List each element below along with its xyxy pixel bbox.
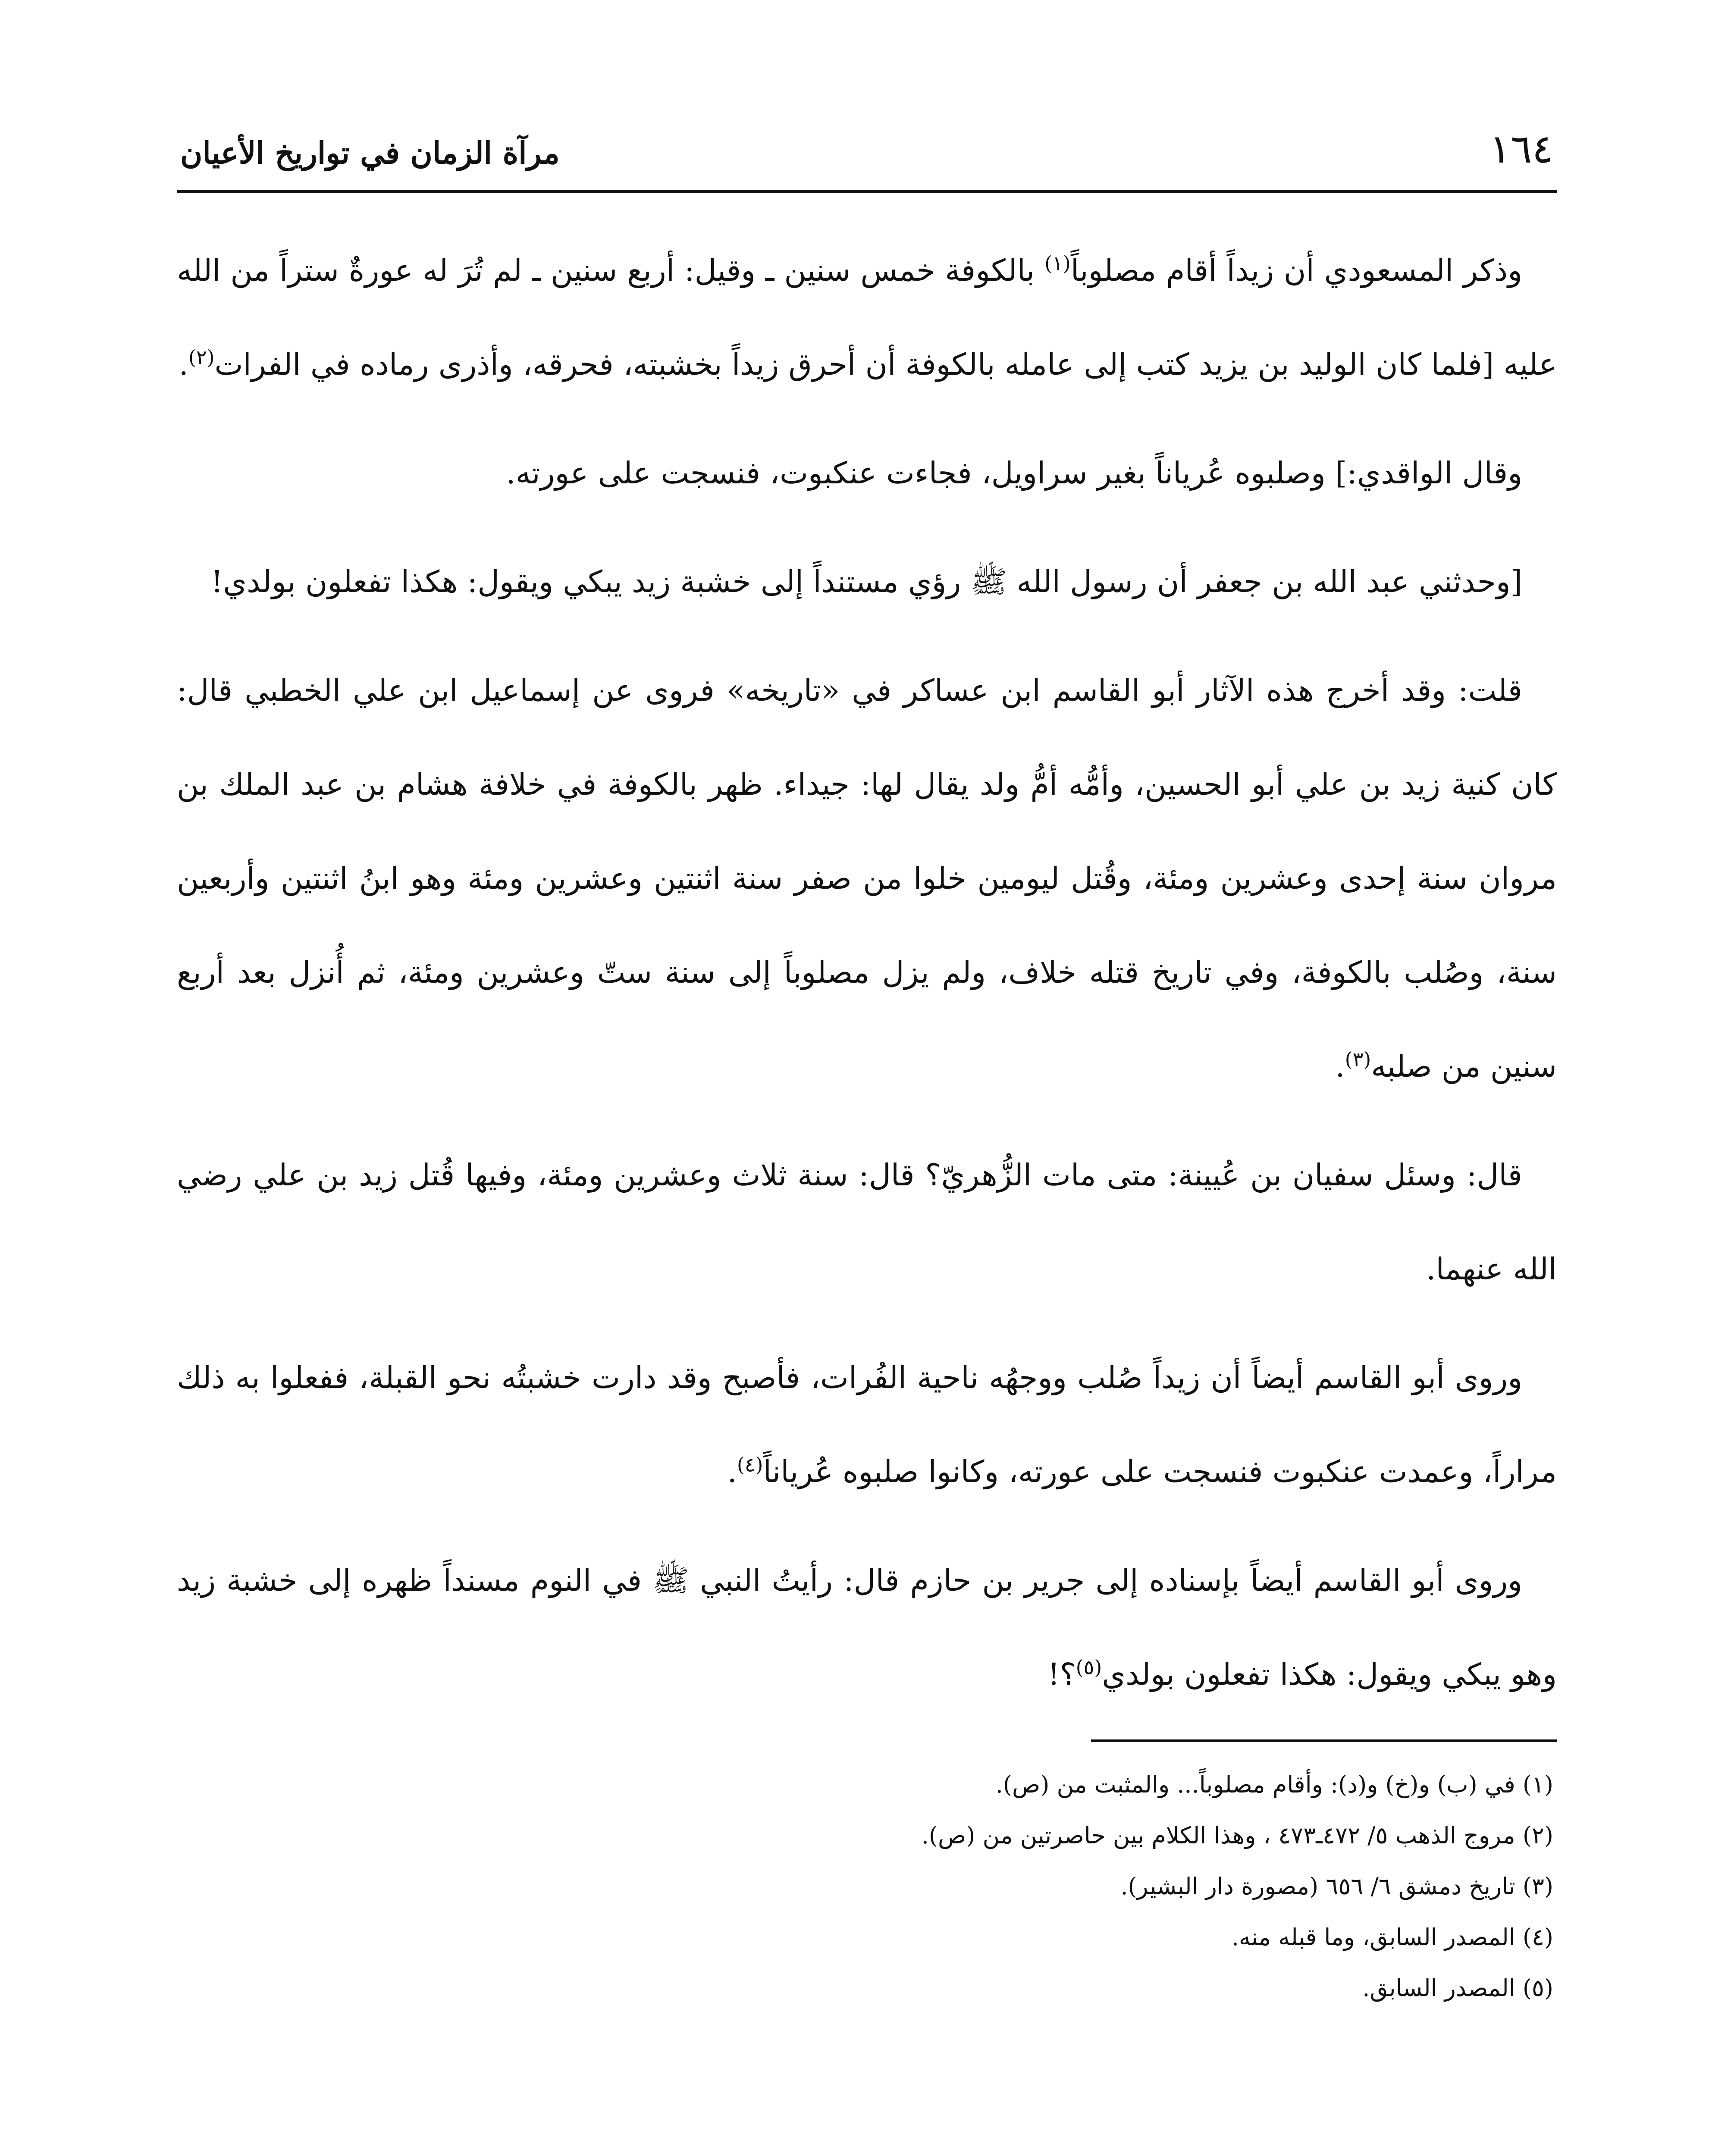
footnote-number: (٤) — [1522, 1924, 1553, 1951]
footnote-reference: (٤) — [737, 1453, 763, 1476]
footnote-reference: (٣) — [1345, 1047, 1371, 1071]
running-header — [177, 125, 1557, 193]
footnote-number: (١) — [1522, 1771, 1553, 1798]
footnote — [177, 1759, 1557, 1810]
paragraph — [177, 1533, 1557, 1721]
paragraph-text: قال: وسئل سفيان بن عُيينة: متى مات الزُّهريّ؟ قال: سنة ثلاث وعشرين ومئة، وفيها قُتل زيد بن علي رضي الله عنهما. — [177, 1157, 1557, 1287]
paragraph — [177, 223, 1557, 411]
footnote-reference: (٢) — [188, 345, 215, 369]
footnotes — [177, 1759, 1557, 2014]
footnote-text: المصدر السابق. — [1362, 1974, 1515, 2002]
paragraph-text: وقال الواقدي:] وصلبوه عُرياناً بغير سراويل، فجاءت عنكبوت، فنسجت على عورته. — [506, 455, 1522, 491]
footnote-text: المصدر السابق، وما قبله منه. — [1231, 1924, 1515, 1951]
footnote-reference: (٥) — [1076, 1655, 1102, 1679]
footnote-reference: (١) — [1044, 251, 1071, 275]
paragraph — [177, 643, 1557, 1113]
footnote-text: تاريخ دمشق ٦/ ٦٥٦ (مصورة دار البشير). — [1120, 1873, 1515, 1900]
paragraph-text: وروى أبو القاسم أيضاً أن زيداً صُلب ووجهُه ناحية الفُرات، فأصبح وقد دارت خشبتُه نحو القبلة، ففعلوا به ذلك مراراً، وعمدت عنكبوت فنسجت على عورته، وكانوا صلبوه عُرياناً — [177, 1360, 1557, 1489]
footnote-number: (٢) — [1522, 1822, 1553, 1849]
paragraph-text: وروى أبو القاسم أيضاً بإسناده إلى جرير بن حازم قال: رأيتُ النبي ﷺ في النوم مسنداً ظهره إلى خشبة زيد وهو يبكي ويقول: هكذا تفعلون بولدي — [177, 1563, 1557, 1692]
paragraph-text: بالكوفة خمس سنين ـ وقيل: أربع سنين ـ لم تُرَ له عورةٌ ستراً من الله عليه [فلما كان الوليد بن يزيد كتب إلى عامله بالكوفة أن أحرق زيداً بخشبته، فحرقه، وأذرى رماده في الفرات — [177, 253, 1557, 382]
footnote-text: في (ب) و(خ) و(د): وأقام مصلوباً... والمثبت من (ص). — [995, 1771, 1515, 1798]
paragraph-text: ؟! — [1047, 1657, 1076, 1692]
paragraph-text: [وحدثني عبد الله بن جعفر أن رسول الله ﷺ رؤي مستنداً إلى خشبة زيد يبكي ويقول: هكذا تفعلون بولدي! — [211, 564, 1522, 599]
footnote-number: (٣) — [1522, 1873, 1553, 1900]
paragraph — [177, 426, 1557, 520]
book-page — [177, 125, 1557, 2156]
main-text — [177, 223, 1557, 1721]
footnote-number: (٥) — [1522, 1974, 1553, 2002]
paragraph — [177, 1331, 1557, 1519]
paragraph — [177, 1128, 1557, 1316]
paragraph-text: قلت: وقد أخرج هذه الآثار أبو القاسم ابن عساكر في «تاريخه» فروى عن إسماعيل ابن علي الخطبي قال: كان كنية زيد بن علي أبو الحسين، وأمُّه أمُّ ولد يقال لها: جيداء. ظهر بالكوفة في خلافة هشام بن عبد الملك بن مروان سنة إحدى وعشرين ومئة، وقُتل ليومين خلوا من صفر سنة اثنتين وعشرين ومئة وهو ابنُ اثنتين وأربعين سنة، وصُلب بالكوفة، وفي تاريخ قتله خلاف، ولم يزل مصلوباً إلى سنة ستّ وعشرين ومئة، ثم أُنزل بعد أربع سنين من صلبه — [177, 673, 1557, 1084]
paragraph-text: . — [1335, 1049, 1345, 1084]
footnote-text: مروج الذهب ٥/ ٤٧٢ـ٤٧٣ ، وهذا الكلام بين حاصرتين من (ص). — [921, 1822, 1515, 1849]
paragraph-text: . — [179, 347, 188, 382]
page-number: ١٦٤ — [1489, 126, 1553, 172]
footnote — [177, 1861, 1557, 1912]
book-title: مرآة الزمان في تواريخ الأعيان — [180, 135, 560, 171]
footnote-divider — [1091, 1739, 1557, 1742]
paragraph — [177, 535, 1557, 629]
footnote — [177, 1912, 1557, 1963]
paragraph-text: وذكر المسعودي أن زيداً أقام مصلوباً — [1070, 253, 1522, 288]
footnote — [177, 1963, 1557, 2014]
paragraph-text: . — [727, 1454, 737, 1489]
footnote — [177, 1810, 1557, 1861]
